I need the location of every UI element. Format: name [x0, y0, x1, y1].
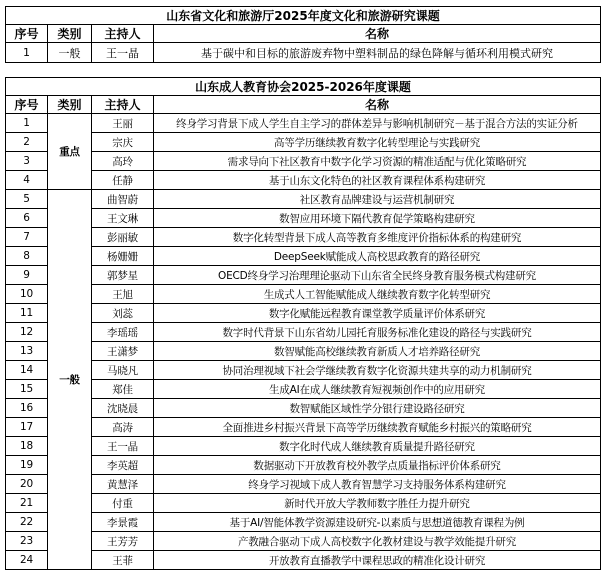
- row-host: 黄慧泽: [92, 475, 154, 494]
- row-no: 2: [6, 133, 48, 152]
- row-host: 高涛: [92, 418, 154, 437]
- row-no: 18: [6, 437, 48, 456]
- row-no: 8: [6, 247, 48, 266]
- row-name: 数智赋能高校继续教育新质人才培养路径研究: [154, 342, 601, 361]
- table-row: [6, 152, 601, 171]
- row-name: 基于AI/智能体教学资源建设研究-以素质与思想道德教育课程为例: [154, 513, 601, 532]
- table-row: [6, 323, 601, 342]
- table-row: [6, 266, 601, 285]
- table-row: [6, 380, 601, 399]
- header-name: 名称: [154, 25, 601, 43]
- row-host: 沈晓晨: [92, 399, 154, 418]
- table-row: [6, 285, 601, 304]
- category-general: 一般: [48, 190, 92, 570]
- row-no: 12: [6, 323, 48, 342]
- row-no: 22: [6, 513, 48, 532]
- header-name: 名称: [154, 96, 601, 114]
- row-host: 王文琳: [92, 209, 154, 228]
- row-name: 数智赋能区域性学分银行建设路径研究: [154, 399, 601, 418]
- row-no: 4: [6, 171, 48, 190]
- table-row: [6, 361, 601, 380]
- row-host: 王一晶: [92, 43, 154, 63]
- row-host: 宗庆: [92, 133, 154, 152]
- row-no: 3: [6, 152, 48, 171]
- row-host: 曲智蔚: [92, 190, 154, 209]
- row-name: 产教融合驱动下成人高校数字化教材建设与教学效能提升研究: [154, 532, 601, 551]
- row-no: 21: [6, 494, 48, 513]
- row-name: 需求导向下社区教育中数字化学习资源的精准适配与优化策略研究: [154, 152, 601, 171]
- row-name: 数字化赋能远程教育课堂教学质量评价体系研究: [154, 304, 601, 323]
- row-no: 13: [6, 342, 48, 361]
- row-no: 1: [6, 114, 48, 133]
- row-host: 王潇梦: [92, 342, 154, 361]
- table-row: [6, 114, 601, 133]
- table-row: [6, 513, 601, 532]
- row-no: 10: [6, 285, 48, 304]
- row-name: 数字时代背景下山东省幼儿园托育服务标准化建设的路径与实践研究: [154, 323, 601, 342]
- row-no: 5: [6, 190, 48, 209]
- row-name: OECD终身学习治理理论驱动下山东省全民终身教育服务模式构建研究: [154, 266, 601, 285]
- row-no: 14: [6, 361, 48, 380]
- header-no: 序号: [6, 96, 48, 114]
- row-name: 协同治理视域下社会学继续教育数字化资源共建共享的动力机制研究: [154, 361, 601, 380]
- row-no: 1: [6, 43, 48, 63]
- row-host: 王一晶: [92, 437, 154, 456]
- row-name: 基于碳中和目标的旅游废弃物中塑料制品的绿色降解与循环利用模式研究: [154, 43, 601, 63]
- table-row: [6, 418, 601, 437]
- row-name: 终身学习背景下成人学生自主学习的群体差异与影响机制研究－基于混合方法的实证分析: [154, 114, 601, 133]
- row-no: 24: [6, 551, 48, 570]
- table-row: [6, 475, 601, 494]
- row-host: 付重: [92, 494, 154, 513]
- row-no: 16: [6, 399, 48, 418]
- row-no: 20: [6, 475, 48, 494]
- row-host: 李景霞: [92, 513, 154, 532]
- row-host: 李瑶瑶: [92, 323, 154, 342]
- row-host: 王旭: [92, 285, 154, 304]
- row-host: 高玲: [92, 152, 154, 171]
- table-row: [6, 342, 601, 361]
- row-name: 生成式人工智能赋能成人继续教育数字化转型研究: [154, 285, 601, 304]
- row-name: 生成AI在成人继续教育短视频创作中的应用研究: [154, 380, 601, 399]
- row-name: 高等学历继续教育数字化转型理论与实践研究: [154, 133, 601, 152]
- table2-title: 山东成人教育协会2025-2026年度课题: [6, 78, 601, 96]
- table-row: [6, 247, 601, 266]
- row-name: 开放教育直播教学中课程思政的精准化设计研究: [154, 551, 601, 570]
- table1-title: 山东省文化和旅游厅2025年度文化和旅游研究课题: [6, 7, 601, 25]
- table-row: [6, 190, 601, 209]
- row-name: 新时代开放大学教师数字胜任力提升研究: [154, 494, 601, 513]
- row-no: 19: [6, 456, 48, 475]
- row-name: 社区教育品牌建设与运营机制研究: [154, 190, 601, 209]
- row-host: 郭梦星: [92, 266, 154, 285]
- table-row: [6, 133, 601, 152]
- row-name: DeepSeek赋能成人高校思政教育的路径研究: [154, 247, 601, 266]
- row-host: 刘蕊: [92, 304, 154, 323]
- header-no: 序号: [6, 25, 48, 43]
- table-row: [6, 532, 601, 551]
- table-row: [6, 399, 601, 418]
- row-name: 数字化转型背景下成人高等教育多维度评价指标体系的构建研究: [154, 228, 601, 247]
- header-host: 主持人: [92, 96, 154, 114]
- table-row: [6, 228, 601, 247]
- row-no: 17: [6, 418, 48, 437]
- table-row: [6, 494, 601, 513]
- adult-education-table: [5, 77, 601, 570]
- row-name: 终身学习视域下成人教育智慧学习支持服务体系构建研究: [154, 475, 601, 494]
- row-host: 郑佳: [92, 380, 154, 399]
- table-row: [6, 209, 601, 228]
- header-category: 类别: [48, 25, 92, 43]
- table-row: [6, 551, 601, 570]
- row-host: 杨姗姗: [92, 247, 154, 266]
- table-row: [6, 43, 601, 63]
- row-host: 马晓凡: [92, 361, 154, 380]
- row-category: 一般: [48, 43, 92, 63]
- row-no: 9: [6, 266, 48, 285]
- table-row: [6, 437, 601, 456]
- culture-tourism-table: [5, 6, 601, 63]
- header-host: 主持人: [92, 25, 154, 43]
- row-no: 7: [6, 228, 48, 247]
- table-row: [6, 304, 601, 323]
- table-row: [6, 456, 601, 475]
- row-no: 6: [6, 209, 48, 228]
- table-row: [6, 171, 601, 190]
- row-no: 11: [6, 304, 48, 323]
- row-host: 王芳芳: [92, 532, 154, 551]
- row-name: 基于山东文化特色的社区教育课程体系构建研究: [154, 171, 601, 190]
- header-category: 类别: [48, 96, 92, 114]
- row-host: 李英超: [92, 456, 154, 475]
- row-host: 王丽: [92, 114, 154, 133]
- row-name: 数字化时代成人继续教育质量提升路径研究: [154, 437, 601, 456]
- row-no: 23: [6, 532, 48, 551]
- row-name: 数智应用环境下隔代教育促学策略构建研究: [154, 209, 601, 228]
- category-key: 重点: [48, 114, 92, 190]
- row-host: 王菲: [92, 551, 154, 570]
- row-no: 15: [6, 380, 48, 399]
- row-host: 任静: [92, 171, 154, 190]
- row-host: 彭丽敏: [92, 228, 154, 247]
- row-name: 全面推进乡村振兴背景下高等学历继续教育赋能乡村振兴的策略研究: [154, 418, 601, 437]
- row-name: 数据驱动下开放教育校外教学点质量指标评价体系研究: [154, 456, 601, 475]
